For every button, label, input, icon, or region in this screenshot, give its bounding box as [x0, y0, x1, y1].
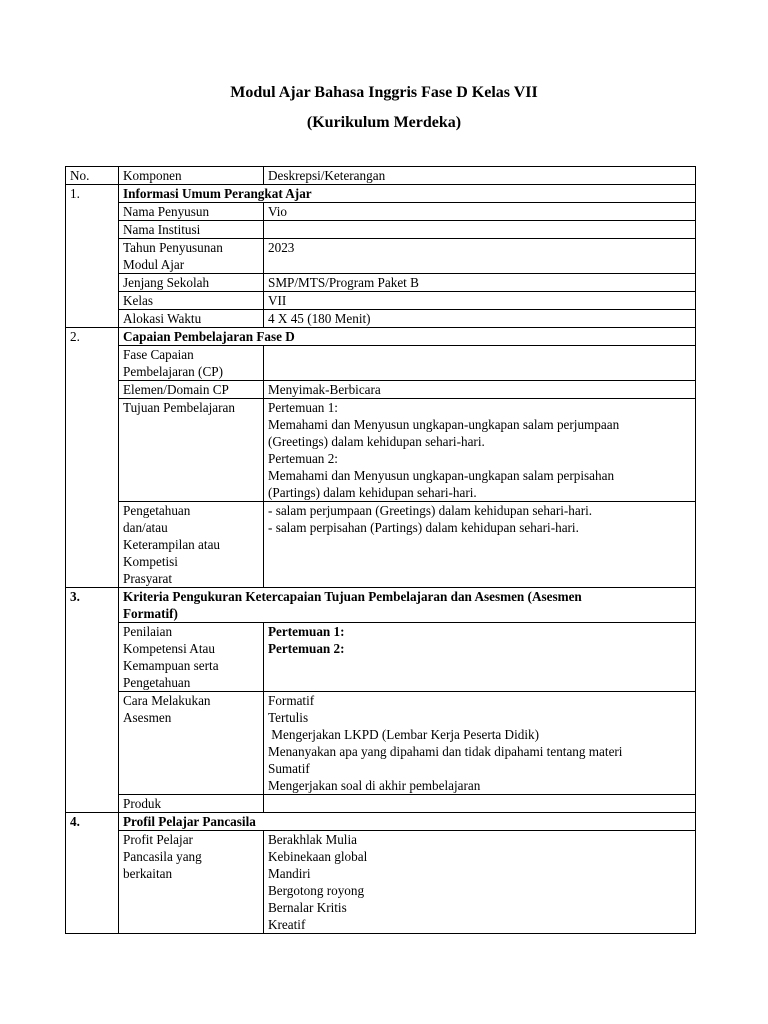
table-row	[66, 221, 696, 239]
table-header-row	[66, 167, 696, 185]
row-value: VII	[264, 292, 696, 310]
table-row	[66, 623, 696, 692]
row-label: Alokasi Waktu	[119, 310, 264, 328]
section-header-row	[66, 328, 696, 346]
row-label: Jenjang Sekolah	[119, 274, 264, 292]
row-value	[264, 221, 696, 239]
row-value	[264, 795, 696, 813]
table-row	[66, 795, 696, 813]
row-value: 2023	[264, 239, 696, 274]
module-table	[65, 166, 696, 934]
row-label: Penilaian Kompetensi Atau Kemampuan serta Pengetahuan	[119, 623, 264, 692]
row-label: Kelas	[119, 292, 264, 310]
row-value: Pertemuan 1: Memahami dan Menyusun ungkapan-ungkapan salam perjumpaan (Greetings) dalam kehidupan sehari-hari. Pertemuan 2: Memahami dan Menyusun ungkapan-ungkapan salam perpisahan (Partings) dalam kehidupan sehari-hari.	[264, 399, 696, 502]
section-title: Informasi Umum Perangkat Ajar	[119, 185, 696, 203]
section-number: 3.	[66, 588, 119, 813]
table-row	[66, 399, 696, 502]
row-label: Nama Institusi	[119, 221, 264, 239]
header-deskripsi: Deskrepsi/Keterangan	[264, 167, 696, 185]
row-label: Cara Melakukan Asesmen	[119, 692, 264, 795]
section-title: Kriteria Pengukuran Ketercapaian Tujuan Pembelajaran dan Asesmen (Asesmen Formatif)	[119, 588, 696, 623]
table-row	[66, 292, 696, 310]
row-label: Profit Pelajar Pancasila yang berkaitan	[119, 831, 264, 934]
table-row	[66, 310, 696, 328]
section-title: Capaian Pembelajaran Fase D	[119, 328, 696, 346]
row-label: Pengetahuan dan/atau Keterampilan atau Kompetisi Prasyarat	[119, 502, 264, 588]
table-row	[66, 831, 696, 934]
row-value: 4 X 45 (180 Menit)	[264, 310, 696, 328]
row-value: Formatif Tertulis Mengerjakan LKPD (Lembar Kerja Peserta Didik) Menanyakan apa yang dipahami dan tidak dipahami tentang materi Sumatif Mengerjakan soal di akhir pembelajaran	[264, 692, 696, 795]
table-row	[66, 502, 696, 588]
section-number: 2.	[66, 328, 119, 588]
row-value: SMP/MTS/Program Paket B	[264, 274, 696, 292]
row-value: Vio	[264, 203, 696, 221]
document-subtitle: (Kurikulum Merdeka)	[306, 114, 462, 131]
header-komponen: Komponen	[119, 167, 264, 185]
row-label: Fase Capaian Pembelajaran (CP)	[119, 346, 264, 381]
section-number: 4.	[66, 813, 119, 934]
table-row	[66, 381, 696, 399]
header-no: No.	[66, 167, 119, 185]
table-row	[66, 346, 696, 381]
row-value: Menyimak-Berbicara	[264, 381, 696, 399]
section-title: Profil Pelajar Pancasila	[119, 813, 696, 831]
table-row	[66, 203, 696, 221]
section-number: 1.	[66, 185, 119, 328]
row-label: Tujuan Pembelajaran	[119, 399, 264, 502]
table-row	[66, 239, 696, 274]
section-header-row	[66, 813, 696, 831]
row-label: Tahun Penyusunan Modul Ajar	[119, 239, 264, 274]
section-header-row	[66, 185, 696, 203]
row-value: Berakhlak Mulia Kebinekaan global Mandiri Bergotong royong Bernalar Kritis Kreatif	[264, 831, 696, 934]
document-title: Modul Ajar Bahasa Inggris Fase D Kelas VII	[230, 84, 538, 101]
row-value: - salam perjumpaan (Greetings) dalam kehidupan sehari-hari. - salam perpisahan (Partings) dalam kehidupan sehari-hari.	[264, 502, 696, 588]
table-row	[66, 692, 696, 795]
row-value	[264, 346, 696, 381]
section-header-row	[66, 588, 696, 623]
row-label: Nama Penyusun	[119, 203, 264, 221]
row-value: Pertemuan 1: Pertemuan 2:	[264, 623, 696, 692]
row-label: Elemen/Domain CP	[119, 381, 264, 399]
table-row	[66, 274, 696, 292]
row-label: Produk	[119, 795, 264, 813]
